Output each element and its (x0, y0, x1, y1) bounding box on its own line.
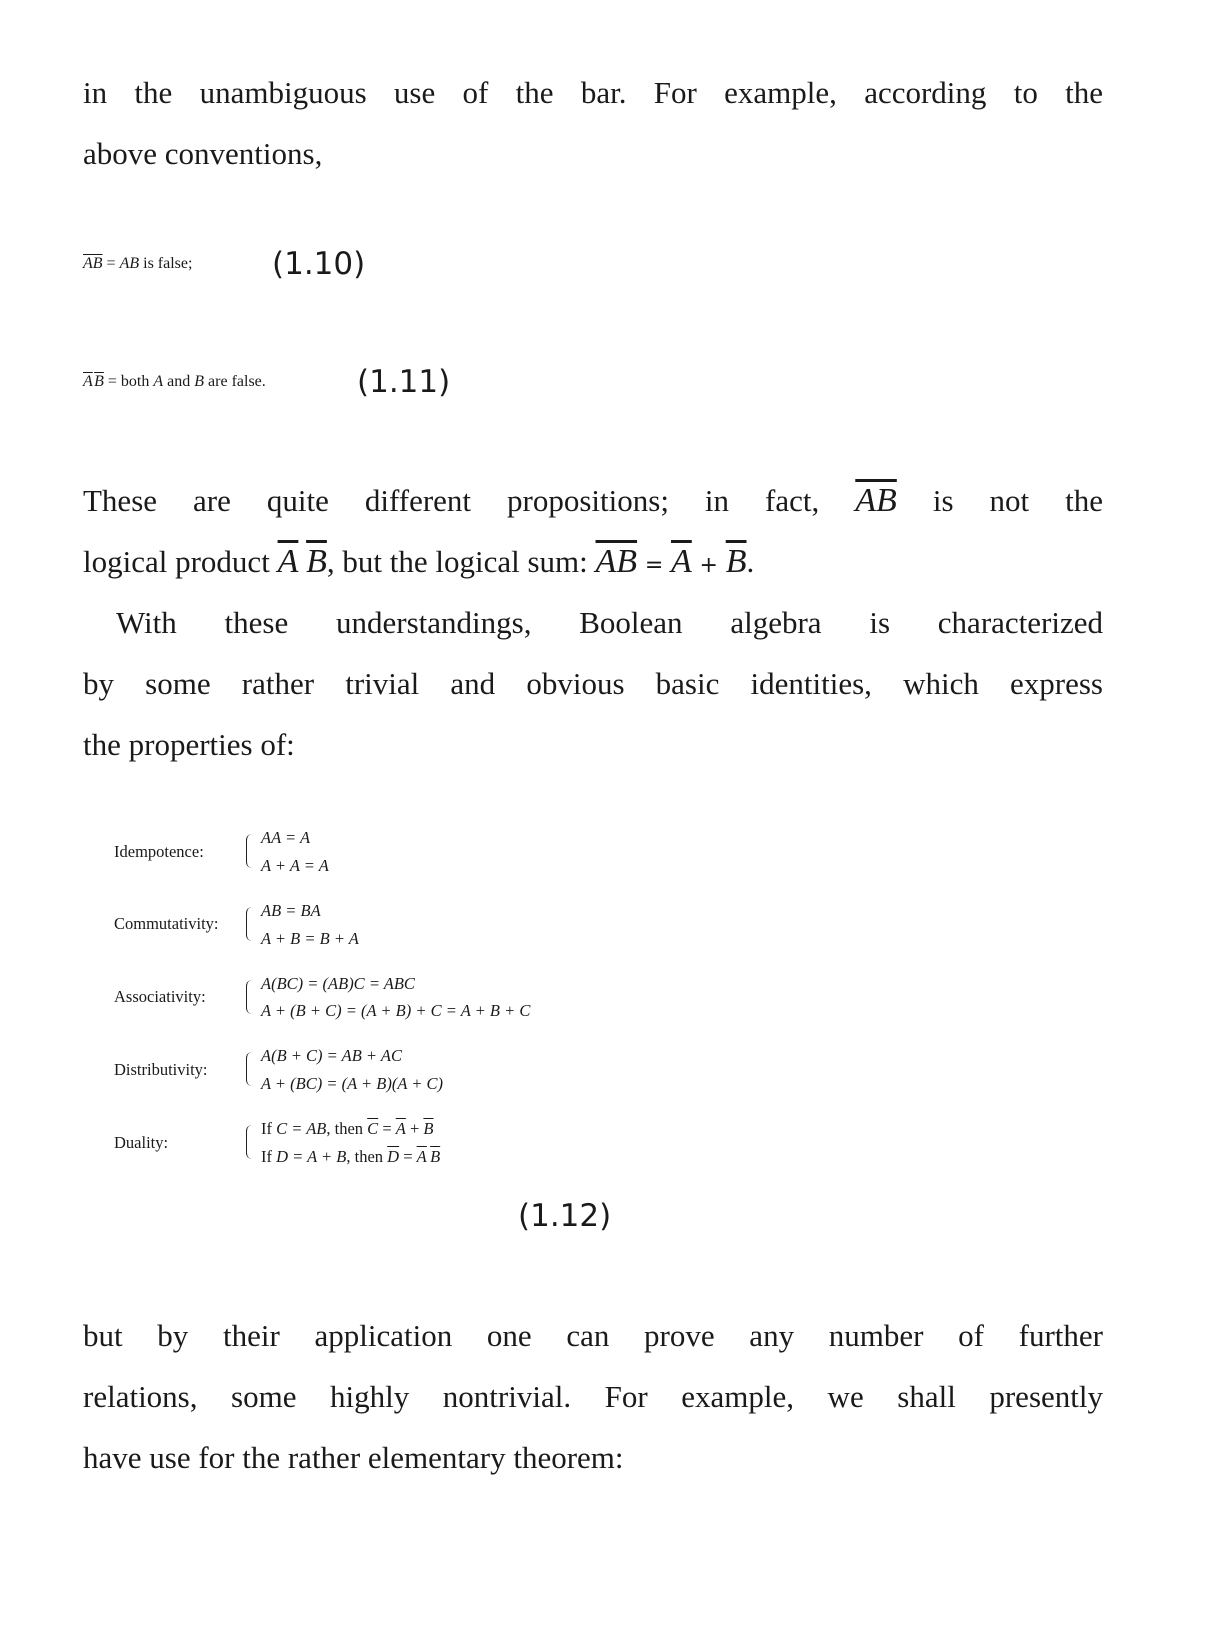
math: $\overline{A}$ (416, 1147, 427, 1166)
math: is false; (139, 255, 193, 272)
math: = both (103, 373, 154, 390)
identity-label: Associativity: (114, 987, 206, 1006)
identity-label: Commutativity: (114, 914, 219, 933)
equation-number: (1.10) (272, 246, 366, 282)
math: $\overline{D}$ (387, 1147, 400, 1166)
math: B (194, 373, 205, 390)
equation-1-10 (83, 255, 192, 273)
math: D = A + B (276, 1147, 347, 1166)
math: = (644, 553, 664, 578)
brace (246, 1125, 253, 1159)
math: are false. (204, 373, 266, 390)
math: $\overline{B}$ (423, 1119, 434, 1138)
identity-row: AA = A (261, 828, 311, 847)
math: and (163, 373, 195, 390)
math: = (399, 1147, 417, 1166)
paragraph-propositions (83, 470, 1103, 596)
math: $\overline{A}$ (277, 543, 299, 580)
math: $\overline{A}$ (83, 373, 93, 390)
text: , but the logical sum: (326, 544, 588, 579)
text-line: in the unambiguous use of the bar. For example, according to the (83, 75, 1103, 110)
text: , then (346, 1147, 388, 1166)
paragraph-boolean (83, 592, 1103, 775)
text-line: With these understandings, Boolean algebra is characterized (116, 605, 1103, 640)
math: $\overline{A}$ (395, 1119, 406, 1138)
text: If (261, 1147, 277, 1166)
equation-1-11 (83, 373, 266, 391)
brace (246, 834, 253, 868)
math: $\overline{B}$ (94, 373, 104, 390)
text-line (83, 531, 1103, 596)
identity-row (261, 1119, 434, 1139)
identity-row: A(B + C) = AB + AC (261, 1046, 402, 1065)
math: $\overline{C}$ (367, 1119, 379, 1138)
identity-row: A + B = B + A (261, 929, 359, 948)
identity-row: A + A = A (261, 856, 329, 875)
text: These are quite different propositions; in fact, (83, 483, 820, 518)
identity-row: A(BC) = (AB)C = ABC (261, 974, 415, 993)
identity-label: Distributivity: (114, 1060, 208, 1079)
math: $\overline{B}$ (430, 1147, 441, 1166)
text-line: the properties of: (83, 727, 295, 762)
text-line: but by their application one can prove any number of further (83, 1318, 1103, 1353)
paragraph-intro (83, 62, 1103, 184)
brace (246, 980, 253, 1014)
text: . (746, 544, 755, 579)
identity-row: A + (BC) = (A + B)(A + C) (261, 1074, 444, 1093)
text-line: have use for the rather elementary theorem: (83, 1440, 624, 1475)
math: AB (119, 255, 140, 272)
text-line: above conventions, (83, 136, 323, 171)
math: $\overline{B}$ (306, 543, 327, 580)
math: = (102, 255, 120, 272)
text: logical product (83, 544, 270, 579)
math: $\overline{AB}$ (595, 543, 638, 580)
text-line: by some rather trivial and obvious basic identities, which express (83, 666, 1103, 701)
text: , then (326, 1119, 368, 1138)
math: $\overline{AB}$ (855, 482, 897, 519)
math: + (405, 1119, 424, 1138)
identity-label: Idempotence: (114, 842, 204, 861)
math: $\overline{B}$ (725, 543, 747, 580)
brace (246, 907, 253, 941)
equation-number: (1.12) (518, 1198, 612, 1234)
equation-number: (1.11) (357, 364, 451, 400)
text: is not the (932, 483, 1104, 518)
text-line: relations, some highly nontrivial. For example, we shall presently (83, 1379, 1103, 1414)
identity-row: AB = BA (261, 901, 321, 920)
text: If (261, 1119, 277, 1138)
identity-row: A + (B + C) = (A + B) + C = A + B + C (261, 1001, 531, 1020)
text-line (83, 470, 1103, 531)
math: C = AB (276, 1119, 327, 1138)
brace (246, 1052, 253, 1086)
math: $\overline{A}$ (671, 543, 692, 580)
identity-row (261, 1147, 440, 1167)
identity-label: Duality: (114, 1133, 169, 1152)
math: + (699, 553, 718, 578)
math: = (378, 1119, 396, 1138)
math: A (153, 373, 164, 390)
paragraph-application (83, 1305, 1103, 1488)
math: $\overline{AB}$ (83, 255, 103, 272)
